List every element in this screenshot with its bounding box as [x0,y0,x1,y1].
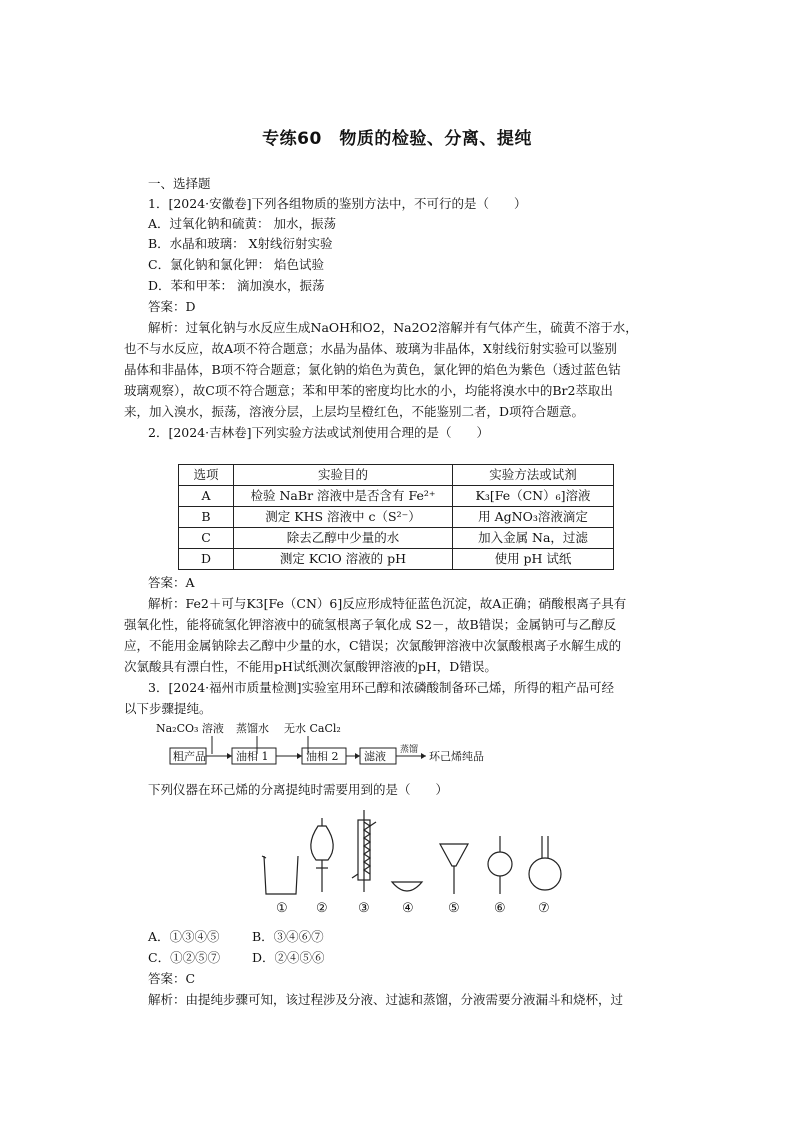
reagent-label: 蒸馏水 [236,722,269,735]
q3-analysis-line: 解析：由提纯步骤可知，该过程涉及分液、过滤和蒸馏，分液需要分液漏斗和烧杯，过 [148,992,624,1007]
q1-stem: 1．[2024·安徽卷]下列各组物质的鉴别方法中，不可行的是（ ） [148,196,527,211]
section-heading: 一、选择题 [148,176,211,191]
q2-table [178,464,614,570]
q3-stem-cont: 以下步骤提纯。 [124,701,212,716]
apparatus-label: ② [316,901,328,916]
table-cell: B [179,507,234,528]
table-header-cell: 选项 [179,465,234,486]
table-cell: 测定 KClO 溶液的 pH [234,549,453,570]
apparatus-figure [252,808,592,916]
funnel-icon [440,844,468,894]
table-cell: C [179,528,234,549]
table-cell: D [179,549,234,570]
apparatus-label: ④ [402,901,414,916]
apparatus-label: ⑤ [448,901,460,916]
table-cell: 加入金属 Na，过滤 [453,528,614,549]
round-bottom-flask-icon [529,836,561,890]
beaker-icon [262,856,298,894]
apparatus-label: ③ [358,901,370,916]
q1-analysis-line: 也不与水反应，故A项不符合题意；水晶为晶体、玻璃为非晶体，X射线衍射实验可以鉴别 [124,341,617,356]
table-cell: 检验 NaBr 溶液中是否含有 Fe²⁺ [234,486,453,507]
q2-stem: 2．[2024·吉林卷]下列实验方法或试剂使用合理的是（ ） [148,425,489,440]
table-cell: 用 AgNO₃溶液滴定 [453,507,614,528]
table-cell: 使用 pH 试纸 [453,549,614,570]
apparatus-label: ① [276,901,288,916]
reagent-label: 无水 CaCl₂ [284,722,341,735]
table-cell: 除去乙醇中少量的水 [234,528,453,549]
q1-option-d: D．苯和甲苯： 滴加溴水，振荡 [148,278,325,293]
q1-answer: 答案：D [148,299,196,314]
table-row [179,528,614,549]
q3-question: 下列仪器在环己烯的分离提纯时需要用到的是（ ） [148,782,449,797]
apparatus-label: ⑦ [538,901,550,916]
purification-flowchart [150,718,490,770]
q2-answer: 答案：A [148,575,195,590]
q1-analysis-line: 来，加入溴水，振荡，溶液分层，上层均呈橙红色，不能鉴别二者，D项符合题意。 [124,404,585,419]
apparatus-label: ⑥ [494,901,506,916]
q1-option-b: B．水晶和玻璃： X射线衍射实验 [148,236,333,251]
q2-analysis-line: 强氧化性，能将硫氢化钾溶液中的硫氢根离子氧化成 S2－，故B错误；金属钠可与乙醇反 [124,617,617,632]
q3-option-c: C．①②⑤⑦ [148,950,221,965]
flow-box-label: 滤液 [364,750,386,763]
q3-answer: 答案：C [148,971,196,986]
table-cell: K₃[Fe（CN）₆]溶液 [453,486,614,507]
q1-analysis-line: 晶体和非晶体，B项不符合题意；氯化钠的焰色为黄色，氯化钾的焰色为紫色（透过蓝色钴 [124,362,621,377]
q1-option-a: A．过氧化钠和硫黄： 加水，振荡 [148,216,337,231]
flow-box-label: 粗产品 [173,750,206,763]
flow-box-label: 油相 2 [306,750,339,763]
distillation-flask-icon [488,836,512,894]
q2-analysis-line: 解析：Fe2＋可与K3[Fe（CN）6]反应形成特征蓝色沉淀，故A正确；硝酸根离子具有 [148,596,627,611]
q2-analysis-line: 应，不能用金属钠除去乙醇中少量的水，C错误；次氯酸钾溶液中次氯酸根离子水解生成的 [124,638,622,653]
q1-analysis-line: 解析：过氧化钠与水反应生成NaOH和O2，Na2O2溶解并有气体产生，硫黄不溶于水， [148,320,638,335]
condenser-icon [352,810,376,892]
q3-stem: 3．[2024·福州市质量检测]实验室用环己醇和浓磷酸制备环己烯，所得的粗产品可经 [148,680,614,695]
table-row [179,507,614,528]
flow-product-label: 环己烯纯品 [429,750,484,763]
table-header-cell: 实验目的 [234,465,453,486]
q3-option-a: A．①③④⑤ [148,929,220,944]
q2-analysis-line: 次氯酸具有漂白性，不能用pH试纸测次氯酸钾溶液的pH，D错误。 [124,659,497,674]
table-cell: 测定 KHS 溶液中 c（S²⁻） [234,507,453,528]
flow-box-label: 油相 1 [236,750,269,763]
table-header-row [179,465,614,486]
q1-analysis-line: 玻璃观察），故C项不符合题意；苯和甲苯的密度均比水的小，均能将溴水中的Br2萃取出 [124,383,613,398]
q3-option-b: B．③④⑥⑦ [252,929,324,944]
reagent-label: Na₂CO₃ 溶液 [156,722,224,735]
evaporating-dish-icon [392,882,422,891]
table-header-cell: 实验方法或试剂 [453,465,614,486]
arrow-label: 蒸馏 [400,745,419,755]
table-row [179,486,614,507]
table-row [179,549,614,570]
table-cell: A [179,486,234,507]
page-title: 专练60 物质的检验、分离、提纯 [262,129,532,149]
q1-option-c: C．氯化钠和氯化钾： 焰色试验 [148,257,325,272]
separatory-funnel-icon [311,818,333,892]
q3-option-d: D．②④⑤⑥ [252,950,325,965]
